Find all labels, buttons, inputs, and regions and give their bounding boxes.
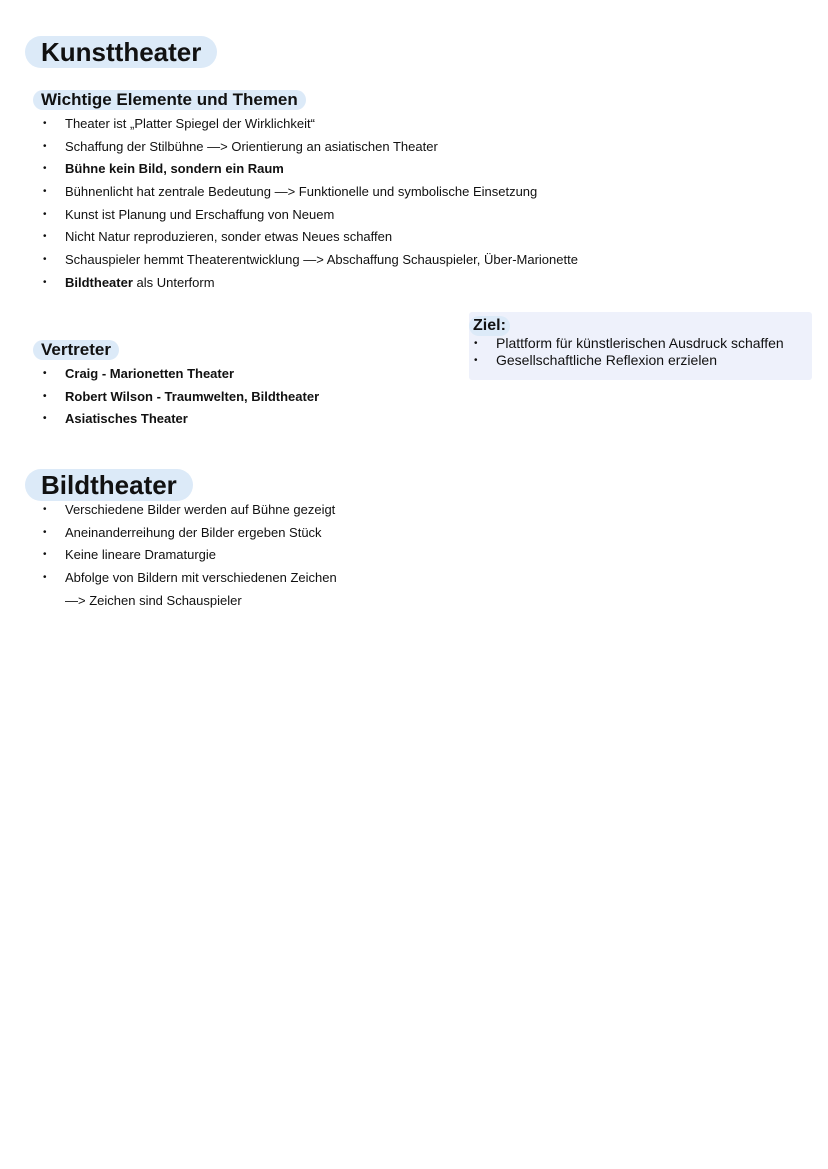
list-item-text-pre: Schaffung der Stilbühne —> Orientierung an asiatischen Theater xyxy=(65,138,438,154)
ziel-list xyxy=(474,335,784,369)
list-item: • Asiatisches Theater xyxy=(43,408,319,431)
list-item: • Gesellschaftliche Reflexion erzielen xyxy=(474,352,784,369)
title-bildtheater: Bildtheater xyxy=(25,469,193,501)
list-item xyxy=(43,249,578,272)
list-item: • Keine lineare Dramaturgie xyxy=(43,544,337,567)
list-item-text-bold: Bühne kein Bild, sondern ein Raum xyxy=(65,161,284,177)
list-item: • Plattform für künstlerischen Ausdruck schaffen xyxy=(474,335,784,352)
elements-list xyxy=(43,113,578,295)
list-item-continuation: —> Zeichen sind Schauspieler xyxy=(65,592,242,608)
bildtheater-list xyxy=(43,499,337,612)
list-item xyxy=(43,158,578,181)
list-item: • Aneinanderreihung der Bilder ergeben Stück xyxy=(43,522,337,545)
heading-ziel: Ziel: xyxy=(469,316,510,336)
ziel-box xyxy=(469,312,812,380)
list-item xyxy=(43,226,578,249)
list-item xyxy=(43,272,578,295)
list-item: • Robert Wilson - Traumwelten, Bildtheater xyxy=(43,386,319,409)
vertreter-list xyxy=(43,363,319,431)
list-item xyxy=(43,181,578,204)
list-item xyxy=(43,136,578,159)
list-item: • Verschiedene Bilder werden auf Bühne gezeigt xyxy=(43,499,337,522)
title-kunsttheater: Kunsttheater xyxy=(25,36,217,68)
list-item xyxy=(43,204,578,227)
heading-vertreter: Vertreter xyxy=(33,340,119,360)
list-item-text-post: als Unterform xyxy=(132,274,215,290)
list-item-text-bold: Bildtheater xyxy=(65,274,133,290)
heading-elements: Wichtige Elemente und Themen xyxy=(33,90,306,110)
list-item-text-pre: Nicht Natur reproduzieren, sonder etwas Neues schaffen xyxy=(65,229,393,245)
list-item-text-pre: Theater ist „Platter Spiegel der Wirklichkeit“ xyxy=(65,116,315,131)
list-item-text-pre: Kunst ist Planung und Erschaffung von Neuem xyxy=(65,206,335,222)
list-item: • Craig - Marionetten Theater xyxy=(43,363,319,386)
list-item xyxy=(43,113,578,136)
list-item-text-pre: Bühnenlicht hat zentrale Bedeutung —> Funktionelle und symbolische Einsetzung xyxy=(65,184,538,200)
list-item: • Abfolge von Bildern mit verschiedenen Zeichen xyxy=(43,567,337,590)
list-item-text-pre: Schauspieler hemmt Theaterentwicklung —> Abschaffung Schauspieler, Über-Marionette xyxy=(65,252,578,268)
